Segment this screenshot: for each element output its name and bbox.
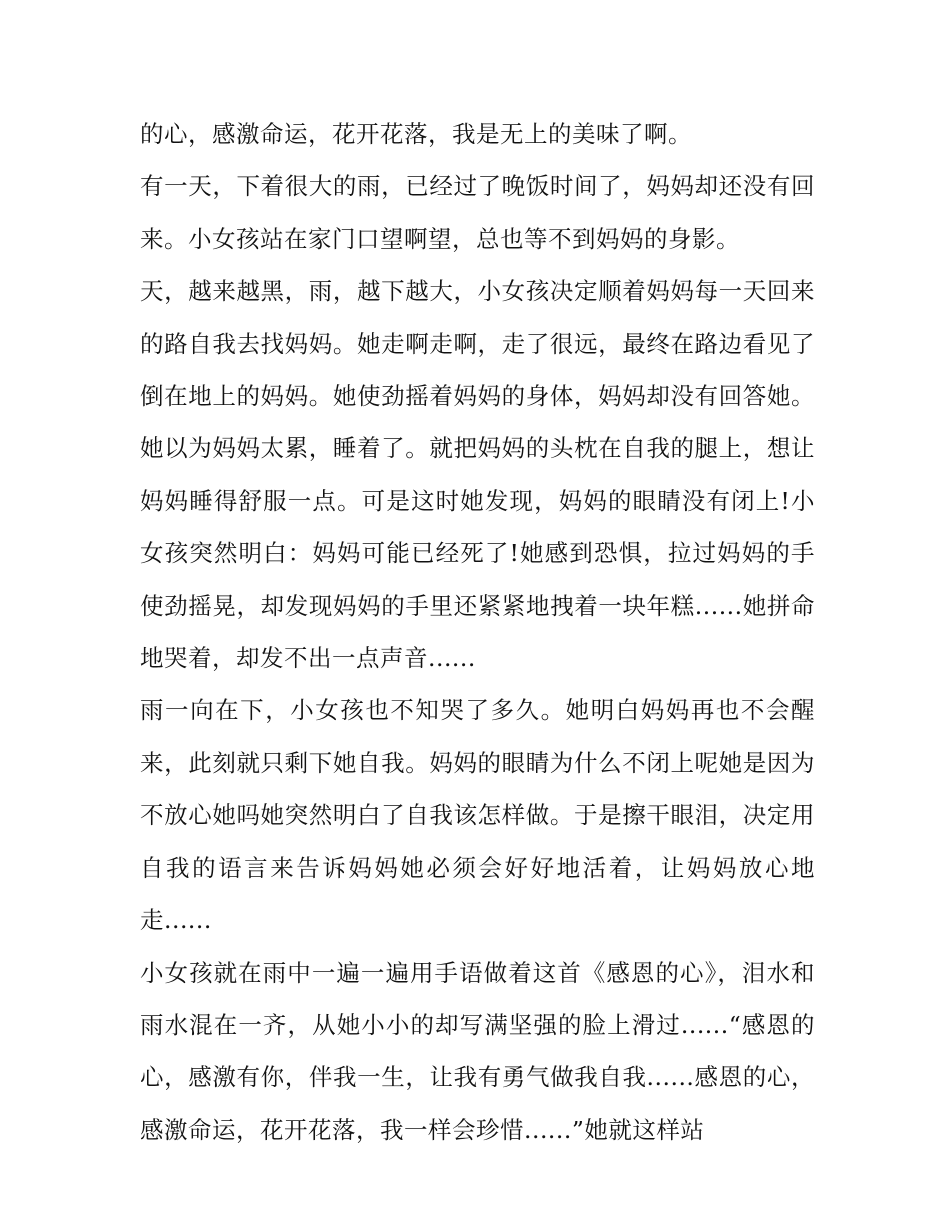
paragraph: 的心，感激命运，花开花落，我是无上的美味了啊。	[140, 120, 692, 148]
paragraph: 有一天，下着很大的雨，已经过了晚饭时间了，妈妈却还没有回来。小女孩站在家门口望啊望，总也等不到妈妈的身影。	[140, 172, 815, 253]
paragraph: 雨一向在下，小女孩也不知哭了多久。她明白妈妈再也不会醒来，此刻就只剩下她自我。妈妈的眼睛为什么不闭上呢她是因为不放心她吗她突然明白了自我该怎样做。于是擦干眼泪，决定用自我的语言来告诉妈妈她必须会好好地活着，让妈妈放心地走......	[140, 696, 815, 935]
paragraph: 天，越来越黑，雨，越下越大，小女孩决定顺着妈妈每一天回来的路自我去找妈妈。她走啊走啊，走了很远，最终在路边看见了倒在地上的妈妈。她使劲摇着妈妈的身体，妈妈却没有回答她。她以为妈妈太累，睡着了。就把妈妈的头枕在自我的腿上，想让妈妈睡得舒服一点。可是这时她发现，妈妈的眼睛没有闭上!小女孩突然明白：妈妈可能已经死了!她感到恐惧，拉过妈妈的手使劲摇晃，却发现妈妈的手里还紧紧地拽着一块年糕......她拼命地哭着，却发不出一点声音......	[140, 277, 815, 673]
paragraph: 小女孩就在雨中一遍一遍用手语做着这首《感恩的心》，泪水和雨水混在一齐，从她小小的却写满坚强的脸上滑过......“感恩的心，感激有你，伴我一生，让我有勇气做我自我......感恩的心，感激命运，花开花落，我一样会珍惜......”她就这样站	[140, 958, 815, 1144]
document-body	[140, 108, 815, 1156]
